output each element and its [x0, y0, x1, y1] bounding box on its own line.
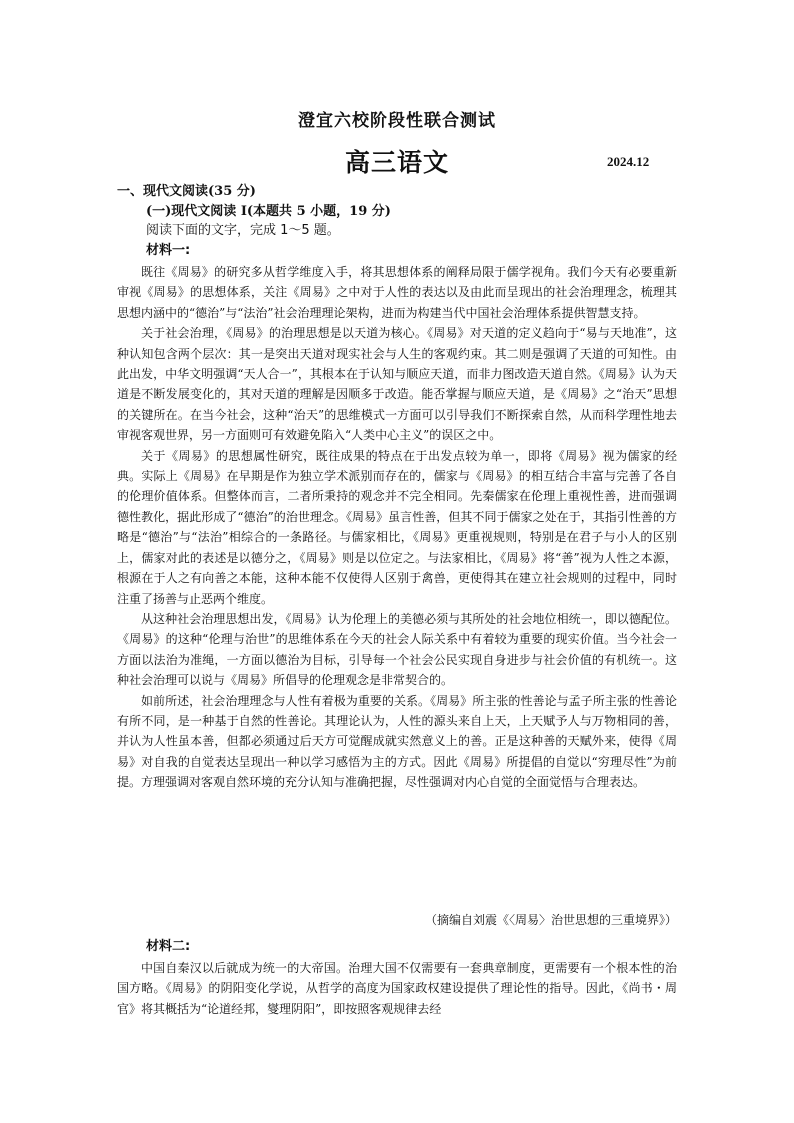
instruction-text: 阅读下面的文字，完成 1～5 题。 [146, 223, 340, 238]
material-one-label: 材料一: [146, 243, 191, 258]
section-heading: 一、现代文阅读(35 分) [117, 184, 256, 199]
paragraph: 既往《周易》的研究多从哲学维度入手，将其思想体系的阐释局限于儒学视角。我们今天有必要重新审视《周易》的思想体系，关注《周易》之中对于人性的表达以及由此而呈现出的社会治理理念，梳理其思想内涵中的“德治”与“法治”社会治理理论架构，进而为构建当代中国社会治理体系提供智慧支持。 [117, 265, 677, 320]
material-two-body [117, 958, 677, 1019]
paragraph: 中国自秦汉以后就成为统一的大帝国。治理大国不仅需要有一套典章制度，更需要有一个根本性的治国方略。《周易》的阴阳变化学说，从哲学的高度为国家政权建设提供了理论性的指导。因此，《尚书・周官》将其概括为“论道经邦，燮理阴阳”，即按照客观规律去经 [117, 961, 677, 1016]
paragraph: 从这种社会治理思想出发，《周易》认为伦理上的美德必须与其所处的社会地位相统一，即以德配位。《周易》的这种“伦理与治世”的思维体系在今天的社会人际关系中有着较为重要的现实价值。当今社会一方面以法治为准绳，一方面以德治为目标，引导每一个社会公民实现自身进步与社会价值的有机统一。这种社会治理可以说与《周易》所倡导的伦理观念是非常契合的。 [117, 611, 677, 688]
paragraph: 如前所述，社会治理理念与人性有着极为重要的关系。《周易》所主张的性善论与孟子所主张的性善论有所不同，是一种基于自然的性善论。其理论认为，人性的源头来自上天，上天赋予人与万物相同的善，并认为人性虽本善，但都必须通过后天方可觉醒成就实然意义上的善。正是这种善的天赋外来，使得《周易》对自我的自觉表达呈现出一种以学习感悟为主的方式。因此《周易》所提倡的自觉以“穷理尽性”为前提。方理强调对客观自然环境的充分认知与准确把握，尽性强调对内心自觉的全面觉悟与合理表达。 [117, 693, 677, 790]
school-title: 澄宜六校阶段性联合测试 [298, 111, 496, 131]
material-one-body [117, 262, 677, 793]
section-subheading: (一)现代文阅读 I(本题共 5 小题，19 分) [146, 204, 391, 219]
paragraph: 关于社会治理，《周易》的治理思想是以天道为核心。《周易》对天道的定义趋向于“易与天地准”，这种认知包含两个层次：其一是突出天道对现实社会与人生的客观约束。其二则是强调了天道的可知性。由此出发，中华文明强调“天人合一”，其根本在于认知与顺应天道，而非力图改造天道自然。《周易》认为天道是不断发展变化的，其对天道的理解是因顺多于改造。能否掌握与顺应天道，是《周易》之“治天”思想的关键所在。在当今社会，这种“治天”的思维模式一方面可以引导我们不断探索自然，从而科学理性地去审视客观世界，另一方面则可有效避免陷入“人类中心主义”的误区之中。 [117, 326, 677, 443]
subject-title: 高三语文 [344, 148, 449, 177]
exam-date: 2024.12 [607, 154, 650, 169]
paragraph: 关于《周易》的思想属性研究，既往成果的特点在于出发点较为单一，即将《周易》视为儒家的经典。实际上《周易》在早期是作为独立学术派别而存在的，儒家与《周易》的相互结合丰富与完善了各自的伦理价值体系。但整体而言，二者所秉持的观念并不完全相同。先秦儒家在伦理上重视性善，进而强调德性教化，据此形成了“德治”的治世理念。《周易》虽言性善，但其不同于儒家之处在于，其指引性善的方略是“德治”与“法治”相综合的一条路径。与儒家相比，《周易》更重视规则，特别是在君子与小人的区别上，儒家对此的表述是以德分之，《周易》则是以位定之。与法家相比，《周易》将“善”视为人性之本源，根源在于人之有向善之本能，这种本能不仅使得人区别于禽兽，更使得其在建立社会规则的过程中，同时注重了扬善与止恶两个维度。 [117, 448, 677, 606]
material-two-label: 材料二: [146, 939, 191, 954]
source-citation: （摘编自刘震《〈周易〉治世思想的三重境界》） [424, 913, 677, 927]
